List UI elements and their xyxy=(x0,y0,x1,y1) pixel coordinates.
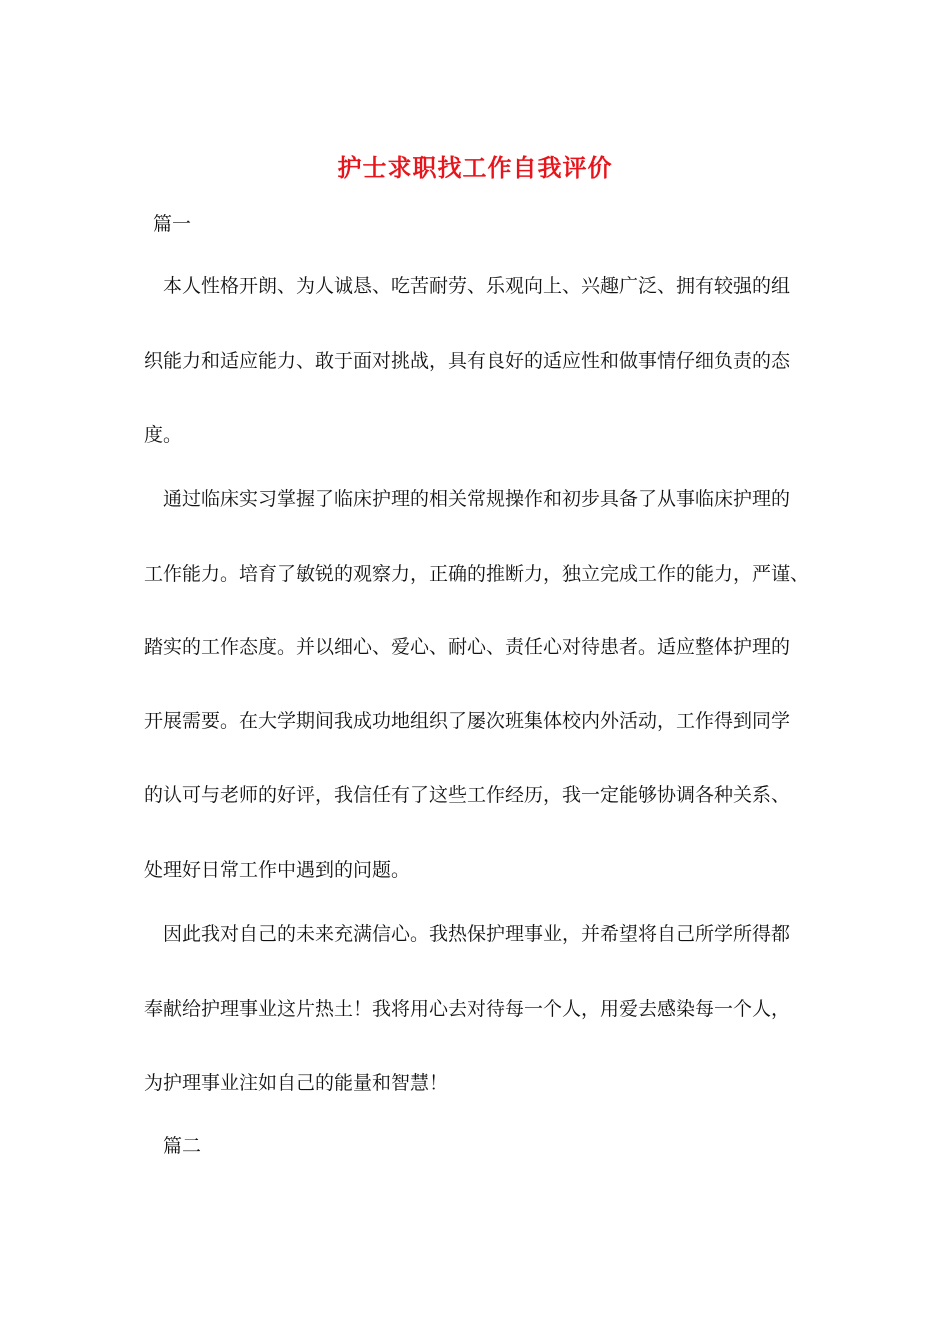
paragraph-2-line-1: 通过临床实习掌握了临床护理的相关常规操作和初步具备了从事临床护理的 xyxy=(163,488,791,510)
paragraph-2-line-3: 踏实的工作态度。并以细心、爱心、耐心、责任心对待患者。适应整体护理的 xyxy=(144,636,791,658)
document-title: 护士求职找工作自我评价 xyxy=(337,153,613,182)
paragraph-1-line-2: 织能力和适应能力、敢于面对挑战，具有良好的适应性和做事情仔细负责的态 xyxy=(144,350,791,372)
paragraph-2-line-5: 的认可与老师的好评，我信任有了这些工作经历，我一定能够协调各种关系、 xyxy=(144,784,791,806)
section-heading-2: 篇二 xyxy=(163,1135,202,1157)
paragraph-2-line-6: 处理好日常工作中遇到的问题。 xyxy=(144,859,411,881)
paragraph-3-line-1: 因此我对自己的未来充满信心。我热保护理事业，并希望将自己所学所得都 xyxy=(163,923,791,945)
section-heading-1: 篇一 xyxy=(153,213,192,235)
paragraph-2-line-2: 工作能力。培育了敏锐的观察力，正确的推断力，独立完成工作的能力，严谨、 xyxy=(144,563,810,585)
paragraph-2-line-4: 开展需要。在大学期间我成功地组织了屡次班集体校内外活动，工作得到同学 xyxy=(144,710,791,732)
paragraph-3-line-2: 奉献给护理事业这片热土！我将用心去对待每一个人，用爱去感染每一个人， xyxy=(144,998,791,1020)
paragraph-1-line-1: 本人性格开朗、为人诚恳、吃苦耐劳、乐观向上、兴趣广泛、拥有较强的组 xyxy=(163,275,791,297)
paragraph-3-line-3: 为护理事业注如自己的能量和智慧！ xyxy=(144,1072,449,1094)
paragraph-1-line-3: 度。 xyxy=(144,424,183,446)
